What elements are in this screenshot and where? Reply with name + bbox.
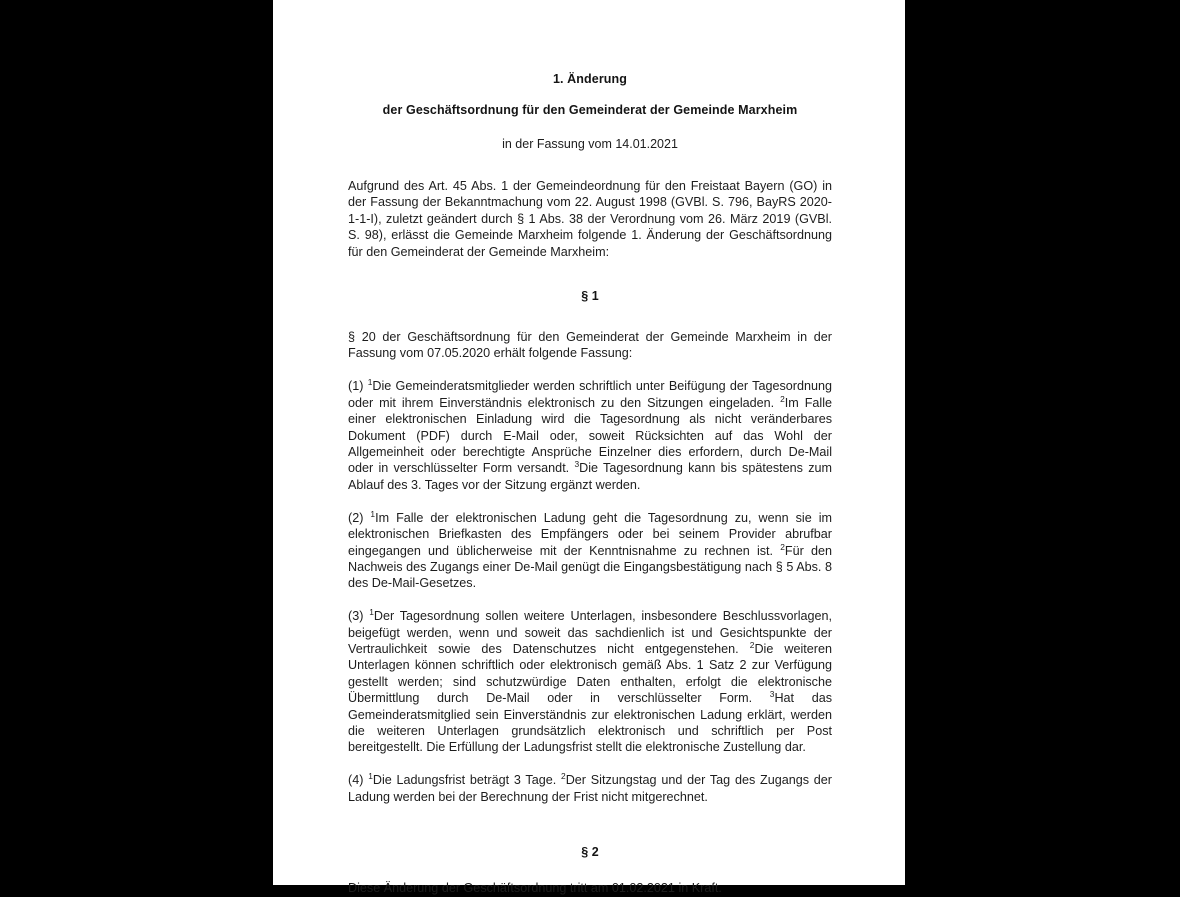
paragraph-4 [348, 756, 832, 805]
document-title-line-1: 1. Änderung [552, 72, 628, 86]
paragraph-2 [348, 493, 832, 592]
paragraph-3-sentence-1-text: Der Tagesordnung sollen weitere Unterlagen, insbesondere Beschlussvorlagen, beigefügt werden, wenn und soweit das sachdienlich ist und Gesichtspunkte der Vertraulichkeit sowie des Datenschutzes nicht entgegenstehen. [348, 609, 833, 657]
paragraph-3-number: (3) [348, 609, 364, 624]
paragraph-3 [348, 592, 832, 756]
document-title-line-2: der Geschäftsordnung für den Gemeinderat der Gemeinde Marxheim [382, 103, 798, 117]
paragraph-1-sentence-2-text: Im Falle einer elektronischen Einladung wird die Tagesordnung als nicht veränderbares Dokument (PDF) durch E-Mail oder, soweit Rücksichten auf das Wohl der Allgemeinheit oder berechtigte Ansprüche Einzelner dies erfordern, durch De-Mail oder in verschlüsselter Form versandt. [348, 395, 832, 476]
page-content [348, 0, 832, 897]
paragraph-1 [348, 362, 832, 493]
paragraph-1-sentence-3-text: Die Tagesordnung kann bis spätestens zum Ablauf des 3. Tages vor der Sitzung ergänzt werden. [348, 461, 832, 492]
paragraph-1-sentence-2-marker: 2 [780, 393, 785, 404]
paragraph-3-sentence-2-marker: 2 [749, 639, 755, 650]
paragraph-4-sentence-1-text: Die Ladungsfrist beträgt 3 Tage. [372, 773, 562, 788]
paragraph-2-sentence-2-marker: 2 [780, 541, 785, 552]
paragraph-2-number: (2) [348, 510, 364, 525]
paragraph-4-sentence-2-marker: 2 [561, 771, 566, 782]
paragraph-1-sentence-3-marker: 3 [574, 459, 580, 470]
paragraph-4-number: (4) [348, 773, 364, 788]
paragraph-1-sentence-1-text: Die Gemeinderatsmitglieder werden schriftlich unter Beifügung der Tagesordnung oder mit ihrem Einverständnis elektronisch zu den Sitzungen eingeladen. [348, 379, 833, 410]
section-heading-1: § 1 [581, 289, 599, 304]
paragraph-4-sentence-2-text: Der Sitzungstag und der Tag des Zugangs der Ladung werden bei der Berechnung der Frist nicht mitgerechnet. [348, 773, 832, 804]
section-1-intro-paragraph: § 20 der Geschäftsordnung für den Gemeinderat der Gemeinde Marxheim in der Fassung vom 07.05.2020 erhält folgende Fassung: [348, 330, 832, 361]
paragraph-1-sentence-1-marker: 1 [367, 377, 373, 388]
paragraph-1-number: (1) [348, 379, 364, 394]
section-2-closing-paragraph: Diese Änderung der Geschäftsordnung tritt am 01.02.2021 in Kraft. [348, 881, 722, 896]
section-heading-2: § 2 [581, 845, 599, 860]
paragraph-2-sentence-1-text: Im Falle der elektronischen Ladung geht die Tagesordnung zu, wenn sie im elektronischen Briefkasten des Empfängers oder bei seinem Provider abrufbar eingegangen und üblicherweise mit der Kenntnisnahme zu rechnen ist. [348, 510, 832, 558]
document-subtitle-version-date: in der Fassung vom 14.01.2021 [502, 137, 678, 151]
paragraph-2-sentence-2-text: Für den Nachweis des Zugangs einer De-Mail genügt die Eingangsbestätigung nach § 5 Abs. 8 des De-Mail-Gesetzes. [348, 543, 832, 591]
paragraph-3-sentence-2-text: Die weiteren Unterlagen können schriftlich oder elektronisch gemäß Abs. 1 Satz 2 zur Verfügung gestellt werden; sind schutzwürdige Daten enthalten, erfolgt die elektronische Übermittlung durch De-Mail oder in verschlüsselter Form. [348, 642, 833, 706]
preamble-paragraph: Aufgrund des Art. 45 Abs. 1 der Gemeindeordnung für den Freistaat Bayern (GO) in der Fassung der Bekanntmachung vom 22. August 1998 (GVBl. S. 796, BayRS 2020-1-1-I), zuletzt geändert durch § 1 Abs. 38 der Verordnung vom 26. März 2019 (GVBl. S. 98), erlässt die Gemeinde Marxheim folgende 1. Änderung der Geschäftsordnung für den Gemeinderat der Gemeinde Marxheim: [348, 179, 832, 259]
paragraph-2-sentence-1-marker: 1 [370, 508, 376, 519]
document-page [273, 0, 905, 896]
paragraph-3-sentence-3-marker: 3 [769, 689, 775, 700]
paragraph-3-sentence-3-text: Hat das Gemeinderatsmitglied sein Einverständnis zur elektronischen Ladung erklärt, werden die weiteren Unterlagen grundsätzlich elektronisch und schriftlich per Post bereitgestellt. Die Erfüllung der Ladungsfrist stellt die elektronische Zustellung dar. [348, 691, 832, 755]
paragraph-4-sentence-1-marker: 1 [368, 771, 373, 782]
paragraph-3-sentence-1-marker: 1 [369, 607, 374, 618]
